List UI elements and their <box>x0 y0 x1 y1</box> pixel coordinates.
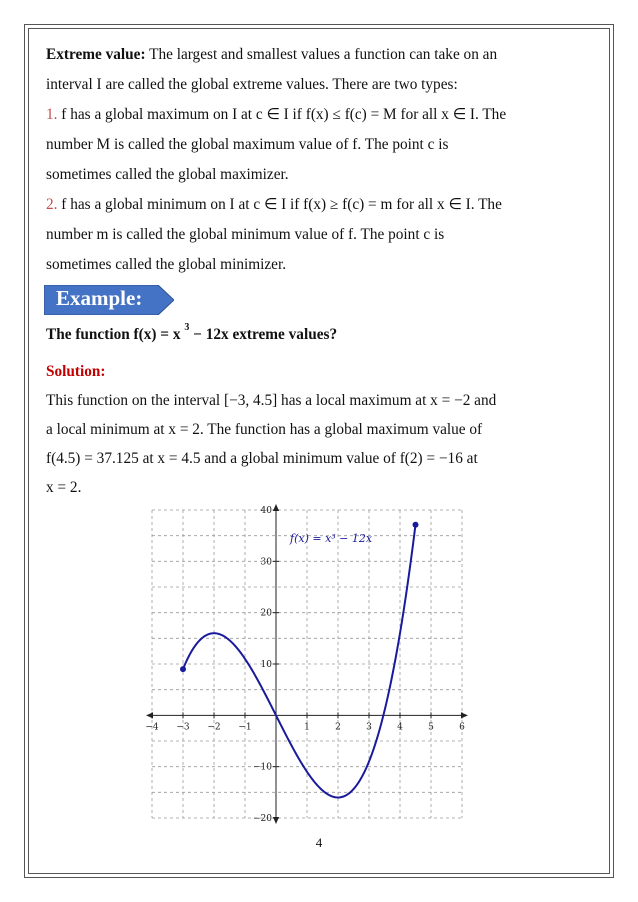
item-2 <box>46 190 564 220</box>
x-tick-label: 6 <box>459 722 465 733</box>
function-label: f(x) = x³ − 12x <box>290 532 373 545</box>
solution-section <box>46 357 564 502</box>
question-exponent: 3 <box>184 322 190 333</box>
solution-line2: a local minimum at x = 2. The function has a global maximum value of <box>46 421 483 438</box>
definition-term: Extreme value: <box>46 46 146 63</box>
item-1-line1: f has a global maximum on I at c ∈ I if f(x) ≤ f(c) = M for all x ∈ I. The <box>57 106 507 123</box>
y-tick-label: −20 <box>253 814 272 824</box>
function-curve <box>183 525 416 798</box>
y-tick-label: 40 <box>260 506 272 516</box>
graph-tick-labels <box>145 506 465 824</box>
y-tick-label: −10 <box>253 762 272 773</box>
item-2-line2: number m is called the global minimum value of f. The point c is <box>46 226 445 243</box>
x-tick-label: −2 <box>207 722 221 733</box>
endpoint-dot <box>180 666 186 672</box>
item-1 <box>46 100 564 130</box>
solution-line1: This function on the interval [−3, 4.5] has a local maximum at x = −2 and <box>46 392 497 409</box>
x-tick-label: 1 <box>304 722 310 733</box>
item-2-line1: f has a global minimum on I at c ∈ I if f(x) ≥ f(c) = m for all x ∈ I. The <box>57 196 502 213</box>
example-banner <box>44 285 174 315</box>
question-part1: The function f(x) = x <box>46 326 185 344</box>
function-graph <box>140 500 470 825</box>
question-part2: − 12x extreme values? <box>189 326 338 344</box>
definition-intro-line1: The largest and smallest values a function can take on an <box>145 46 498 63</box>
solution-label: Solution: <box>46 363 106 380</box>
x-tick-label: 2 <box>335 722 341 733</box>
y-tick-label: 20 <box>260 608 272 619</box>
x-tick-label: 5 <box>428 722 434 733</box>
item-1-line2: number M is called the global maximum value of f. The point c is <box>46 136 449 153</box>
y-tick-label: 10 <box>260 660 272 670</box>
x-tick-label: 3 <box>366 722 372 733</box>
definition-intro <box>46 40 564 70</box>
definition-intro-line2: interval I are called the global extreme values. There are two types: <box>46 76 458 93</box>
item-1-line3: sometimes called the global maximizer. <box>46 166 289 183</box>
example-label: Example: <box>56 286 143 310</box>
x-tick-label: −3 <box>176 722 190 733</box>
solution-line4: x = 2. <box>46 479 82 496</box>
x-tick-label: −4 <box>145 722 159 733</box>
x-tick-label: −1 <box>238 722 252 733</box>
example-question <box>46 322 338 344</box>
endpoint-dot <box>413 522 419 528</box>
item-2-number: 2. <box>46 196 58 213</box>
item-1-number: 1. <box>46 106 58 123</box>
y-tick-label: 30 <box>260 557 272 568</box>
x-tick-label: 4 <box>397 722 403 733</box>
definition-section <box>46 40 564 280</box>
page-number: 4 <box>315 835 323 850</box>
solution-line3: f(4.5) = 37.125 at x = 4.5 and a global minimum value of f(2) = −16 at <box>46 450 478 467</box>
item-2-line3: sometimes called the global minimizer. <box>46 256 287 273</box>
